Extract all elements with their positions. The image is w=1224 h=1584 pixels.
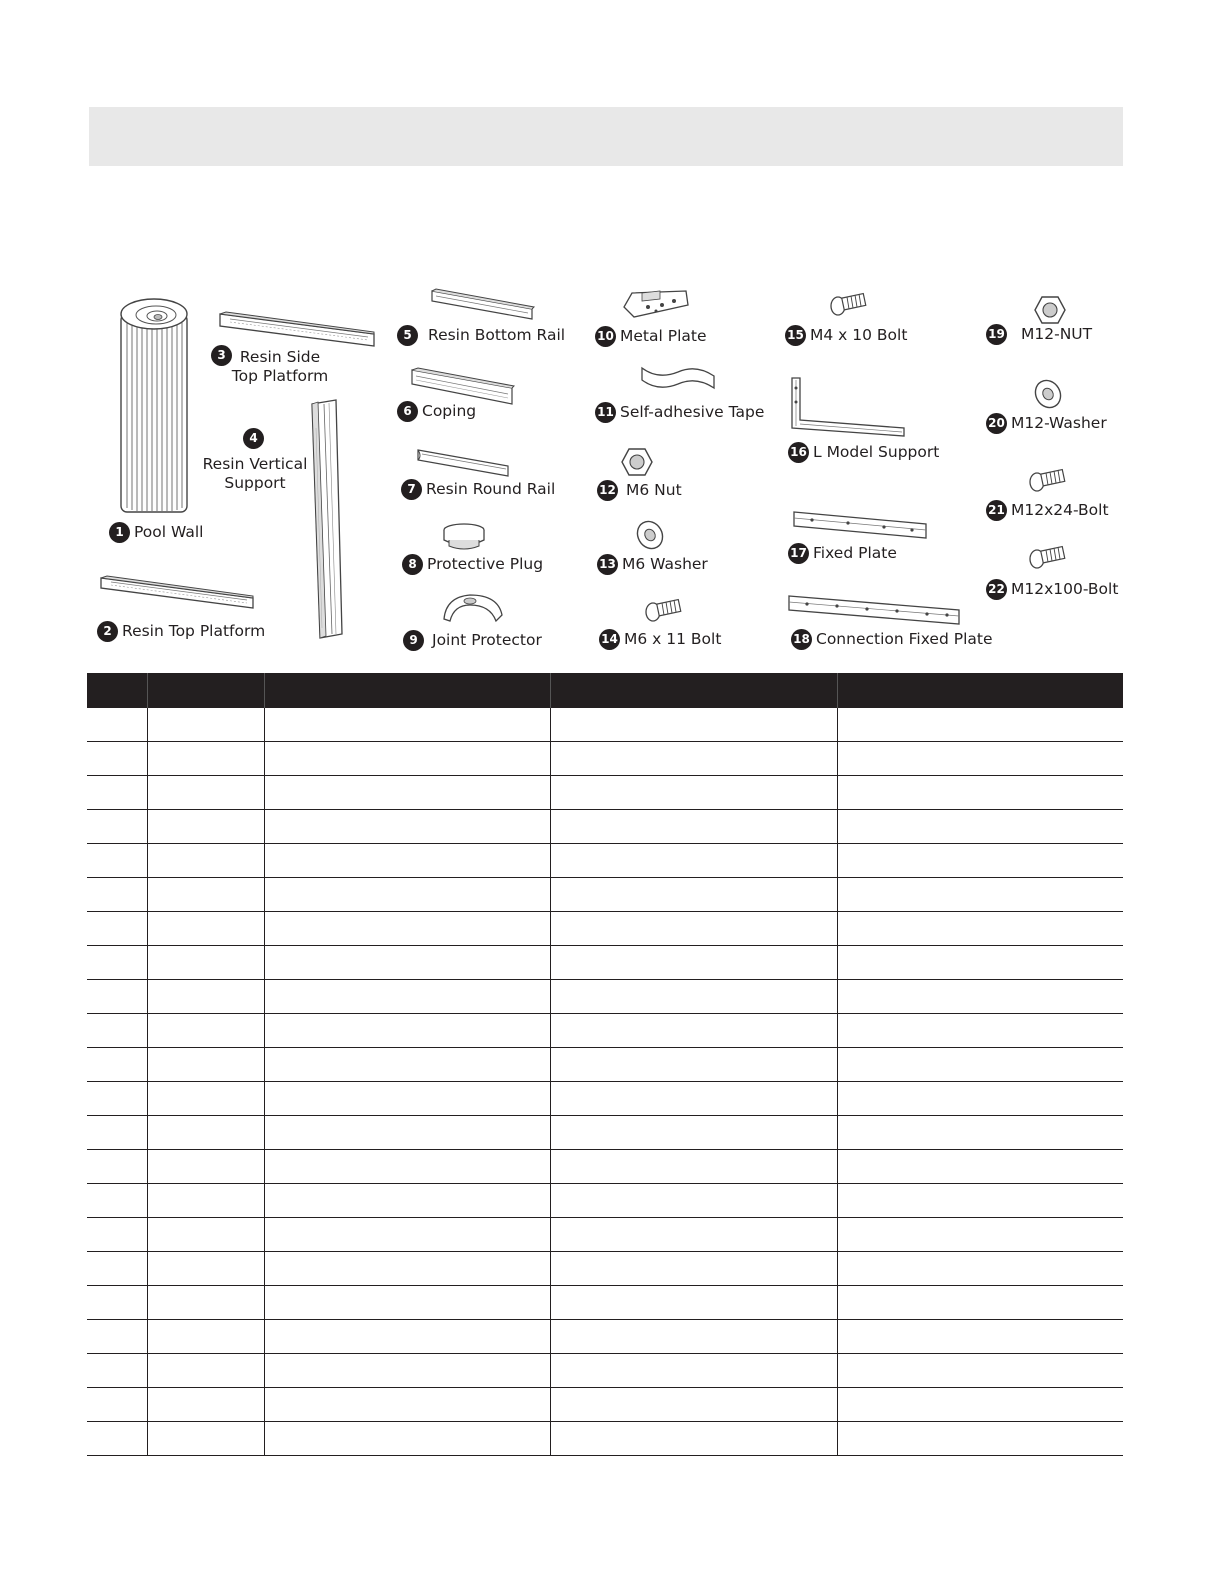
table-row (87, 878, 1123, 912)
table-cell (550, 1218, 837, 1252)
part-label-15 (785, 325, 907, 346)
l-support-illustration (790, 376, 910, 438)
table-cell (264, 1048, 550, 1082)
table-cell (147, 1048, 264, 1082)
part-number-badge: 4 (243, 428, 264, 449)
table-cell (87, 1388, 147, 1422)
table-row (87, 776, 1123, 810)
table-cell (147, 1320, 264, 1354)
table-cell (264, 1388, 550, 1422)
part-name: Self-adhesive Tape (620, 403, 765, 421)
table-cell (550, 1354, 837, 1388)
table-cell (87, 1048, 147, 1082)
table-cell (264, 1116, 550, 1150)
part-label-21 (986, 500, 1109, 521)
table-header-cell (87, 673, 147, 708)
table-cell (147, 1252, 264, 1286)
part-name: Connection Fixed Plate (816, 630, 993, 648)
part-number-badge: 1 (109, 522, 130, 543)
table-cell (550, 946, 837, 980)
table-cell (264, 1354, 550, 1388)
table-row (87, 980, 1123, 1014)
table-cell (147, 1354, 264, 1388)
part-label-8 (402, 554, 543, 575)
part-label-10 (595, 326, 706, 347)
table-cell (837, 1252, 1123, 1286)
table-cell (264, 708, 550, 742)
table-row (87, 946, 1123, 980)
part-number-badge: 16 (788, 442, 809, 463)
table-cell (87, 810, 147, 844)
table-cell (147, 878, 264, 912)
table-cell (264, 810, 550, 844)
part-number-badge: 21 (986, 500, 1007, 521)
table-cell (264, 1286, 550, 1320)
part-label-18 (791, 629, 993, 650)
pool-wall-roll-illustration (118, 296, 190, 516)
table-cell (147, 980, 264, 1014)
table-row (87, 1082, 1123, 1116)
table-row (87, 1184, 1123, 1218)
part-number-badge: 11 (595, 402, 616, 423)
part-number-badge: 3 (211, 345, 232, 366)
parts-diagram (0, 0, 1224, 660)
table-cell (264, 1150, 550, 1184)
part-name-line: Support (224, 474, 286, 492)
part-name: M12-Washer (1011, 414, 1107, 432)
table-row (87, 1014, 1123, 1048)
joint-protector-illustration (440, 591, 506, 625)
part-number-badge: 15 (785, 325, 806, 346)
table-cell (264, 1320, 550, 1354)
table-cell (837, 742, 1123, 776)
part-label-2 (97, 621, 265, 642)
part-name: M6 Washer (622, 555, 708, 573)
table-cell (837, 1388, 1123, 1422)
table-header-row (87, 673, 1123, 708)
table-cell (264, 980, 550, 1014)
table-cell (550, 1048, 837, 1082)
part-label-9 (403, 630, 542, 651)
table-cell (147, 708, 264, 742)
tape-illustration (638, 362, 718, 394)
table-cell (837, 1082, 1123, 1116)
resin-top-platform-illustration (97, 574, 257, 612)
table-cell (87, 776, 147, 810)
table-row (87, 1388, 1123, 1422)
table-cell (264, 1184, 550, 1218)
part-name: M12x100-Bolt (1011, 580, 1119, 598)
part-number-badge: 14 (599, 629, 620, 650)
fixed-plate-illustration (792, 508, 928, 542)
table-cell (550, 708, 837, 742)
table-cell (837, 946, 1123, 980)
part-name: M4 x 10 Bolt (810, 326, 908, 344)
table-row (87, 1320, 1123, 1354)
part-name: L Model Support (813, 443, 940, 461)
bolt-illustration (1028, 468, 1068, 492)
part-name: Resin Top Platform (122, 622, 266, 640)
table-cell (147, 776, 264, 810)
table-cell (550, 1116, 837, 1150)
table-cell (837, 878, 1123, 912)
table-cell (837, 1048, 1123, 1082)
table-cell (550, 1184, 837, 1218)
table-cell (837, 708, 1123, 742)
part-name: Fixed Plate (813, 544, 897, 562)
table-cell (87, 742, 147, 776)
table-cell (264, 776, 550, 810)
part-name: M12x24-Bolt (1011, 501, 1109, 519)
table-cell (264, 742, 550, 776)
table-cell (837, 1286, 1123, 1320)
nut-illustration (1033, 294, 1067, 326)
part-label-22 (986, 579, 1118, 600)
table-cell (550, 1320, 837, 1354)
table-cell (147, 1388, 264, 1422)
part-label-13 (597, 554, 708, 575)
table-cell (147, 1184, 264, 1218)
part-label-12 (597, 480, 682, 501)
table-cell (87, 1354, 147, 1388)
table-cell (837, 1354, 1123, 1388)
part-number-badge: 18 (791, 629, 812, 650)
table-cell (837, 776, 1123, 810)
table-cell (837, 912, 1123, 946)
part-label-6 (397, 401, 476, 422)
table-cell (147, 844, 264, 878)
table-row (87, 1218, 1123, 1252)
table-cell (147, 912, 264, 946)
part-label-4-text (200, 455, 310, 493)
part-name-line: Top Platform (231, 367, 329, 385)
table-cell (87, 1184, 147, 1218)
table-cell (87, 1286, 147, 1320)
part-name: Pool Wall (134, 523, 204, 541)
table-cell (147, 1014, 264, 1048)
part-label-1 (109, 522, 203, 543)
table-row (87, 1354, 1123, 1388)
part-number-badge: 19 (986, 324, 1007, 345)
table-cell (87, 1014, 147, 1048)
table-cell (147, 1150, 264, 1184)
part-name: Resin Round Rail (426, 480, 556, 498)
table-cell (837, 1150, 1123, 1184)
table-cell (264, 946, 550, 980)
table-cell (550, 912, 837, 946)
table-cell (837, 1320, 1123, 1354)
table-header-cell (837, 673, 1123, 708)
connection-plate-illustration (787, 592, 963, 628)
table-cell (87, 1150, 147, 1184)
part-label-7 (401, 479, 555, 500)
table-cell (264, 844, 550, 878)
table-cell (147, 1082, 264, 1116)
table-header-cell (147, 673, 264, 708)
table-cell (147, 1422, 264, 1456)
table-body (87, 708, 1123, 1456)
table-cell (87, 912, 147, 946)
part-name: Joint Protector (432, 631, 542, 649)
table-cell (87, 1116, 147, 1150)
table-cell (550, 1150, 837, 1184)
table-cell (837, 1218, 1123, 1252)
table-cell (147, 1116, 264, 1150)
table-cell (264, 878, 550, 912)
part-label-11 (595, 402, 764, 423)
table-cell (550, 1252, 837, 1286)
table-cell (87, 878, 147, 912)
part-name: Resin Bottom Rail (428, 326, 566, 344)
table-cell (87, 1082, 147, 1116)
table-cell (264, 1082, 550, 1116)
table-cell (837, 844, 1123, 878)
bolt-illustration (829, 292, 869, 316)
part-number-badge: 12 (597, 480, 618, 501)
part-number-badge: 20 (986, 413, 1007, 434)
table-cell (550, 1388, 837, 1422)
table-cell (87, 1218, 147, 1252)
part-number-badge: 7 (401, 479, 422, 500)
part-number-badge: 13 (597, 554, 618, 575)
part-number-badge: 17 (788, 543, 809, 564)
part-number-badge: 2 (97, 621, 118, 642)
table-cell (837, 980, 1123, 1014)
table-cell (87, 1252, 147, 1286)
table-cell (550, 1082, 837, 1116)
part-number-badge: 9 (403, 630, 424, 651)
table-header-cell (264, 673, 550, 708)
table-row (87, 1048, 1123, 1082)
table-cell (550, 1422, 837, 1456)
part-name: M12-NUT (1021, 325, 1093, 343)
table-row (87, 912, 1123, 946)
table-cell (264, 912, 550, 946)
table-cell (147, 1218, 264, 1252)
table-cell (87, 1320, 147, 1354)
table-cell (87, 844, 147, 878)
table-cell (147, 742, 264, 776)
table-cell (550, 1286, 837, 1320)
table-cell (550, 844, 837, 878)
washer-illustration (634, 519, 666, 551)
resin-vertical-support-illustration (308, 398, 348, 640)
table-cell (264, 1218, 550, 1252)
nut-illustration (620, 446, 654, 478)
table-cell (550, 980, 837, 1014)
table-cell (264, 1252, 550, 1286)
part-label-20 (986, 413, 1107, 434)
part-label-3 (211, 345, 232, 366)
part-name-line: Resin Vertical (202, 455, 308, 473)
part-number-badge: 6 (397, 401, 418, 422)
resin-side-top-platform-illustration (216, 310, 378, 350)
part-name-line: Resin Side (239, 348, 321, 366)
table-row (87, 742, 1123, 776)
part-label-5 (397, 325, 565, 346)
bolt-illustration (644, 598, 684, 622)
table-cell (837, 1422, 1123, 1456)
table-row (87, 810, 1123, 844)
table-row (87, 1150, 1123, 1184)
part-label-17 (788, 543, 897, 564)
table-cell (87, 1422, 147, 1456)
part-name: Protective Plug (427, 555, 544, 573)
table-cell (264, 1014, 550, 1048)
table-cell (837, 1014, 1123, 1048)
table-row (87, 1422, 1123, 1456)
parts-list-table (87, 673, 1123, 1456)
part-label-3-text (230, 348, 330, 386)
table-cell (550, 878, 837, 912)
part-label-4 (243, 428, 264, 449)
table-row (87, 844, 1123, 878)
table-row (87, 1116, 1123, 1150)
table-cell (837, 1116, 1123, 1150)
table-row (87, 708, 1123, 742)
table-row (87, 1252, 1123, 1286)
protective-plug-illustration (441, 522, 487, 552)
table-cell (87, 946, 147, 980)
table-cell (837, 1184, 1123, 1218)
part-name: M6 x 11 Bolt (624, 630, 722, 648)
table-cell (87, 980, 147, 1014)
part-number-badge: 22 (986, 579, 1007, 600)
washer-illustration (1032, 378, 1064, 410)
resin-round-rail-illustration (414, 446, 514, 480)
part-name: Coping (422, 402, 477, 420)
table-cell (550, 742, 837, 776)
table-cell (147, 810, 264, 844)
table-header-cell (550, 673, 837, 708)
table-cell (837, 810, 1123, 844)
part-name: Metal Plate (620, 327, 707, 345)
part-label-19 (986, 324, 1092, 345)
table-cell (264, 1422, 550, 1456)
resin-bottom-rail-illustration (428, 287, 538, 323)
part-label-14 (599, 629, 721, 650)
part-number-badge: 5 (397, 325, 418, 346)
table-cell (147, 946, 264, 980)
bolt-illustration (1028, 545, 1068, 569)
part-label-16 (788, 442, 939, 463)
part-name: M6 Nut (626, 481, 682, 499)
table-cell (87, 708, 147, 742)
table-cell (550, 1014, 837, 1048)
table-cell (147, 1286, 264, 1320)
table-cell (550, 776, 837, 810)
metal-plate-illustration (620, 287, 692, 321)
table-row (87, 1286, 1123, 1320)
table-cell (550, 810, 837, 844)
part-number-badge: 8 (402, 554, 423, 575)
part-number-badge: 10 (595, 326, 616, 347)
